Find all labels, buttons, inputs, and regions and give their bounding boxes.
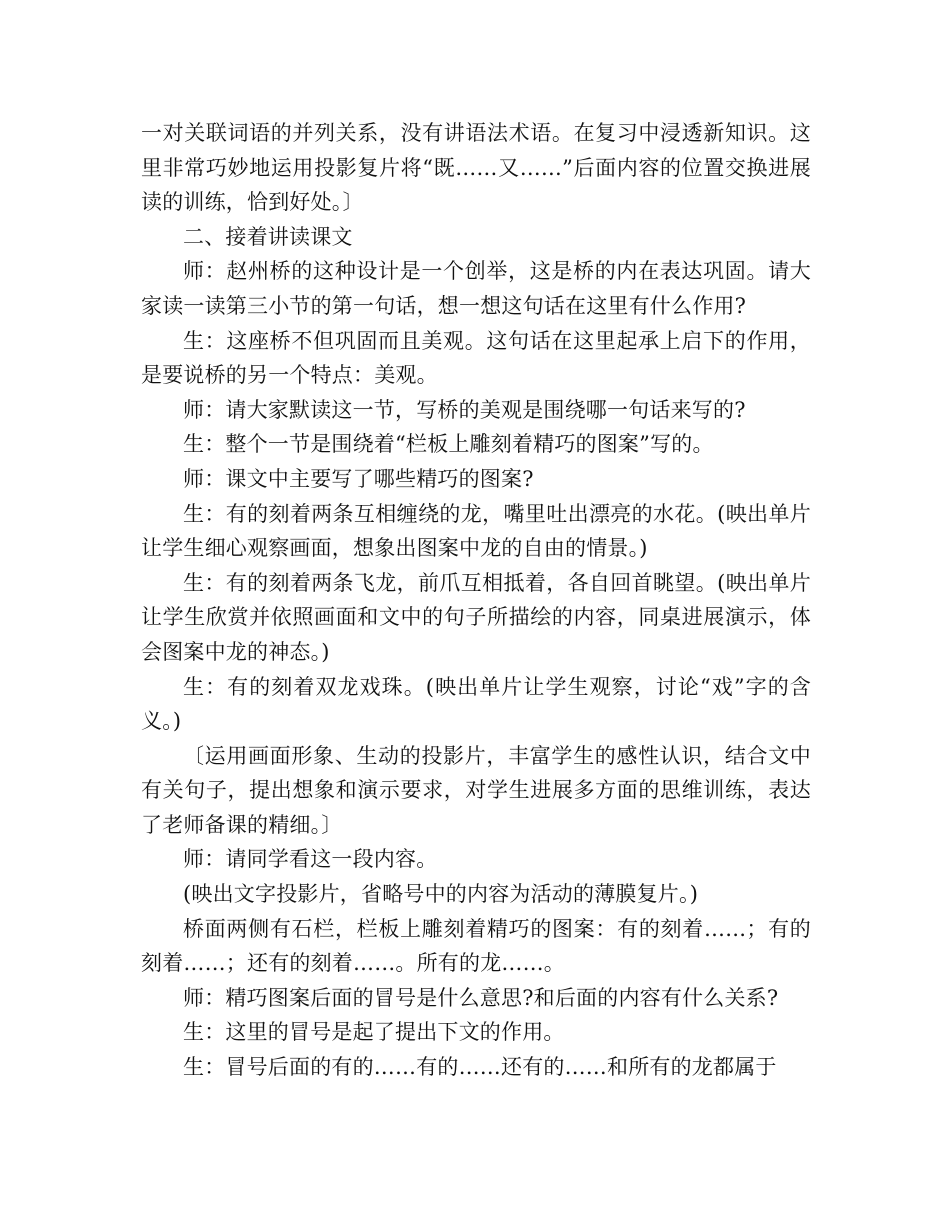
- paragraph: 师：请大家默读这一节，写桥的美观是围绕哪一句话来写的?: [183, 397, 746, 422]
- paragraph: 生：整个一节是围绕着“栏板上雕刻着精巧的图案”写的。: [183, 432, 714, 457]
- section-heading: 二、接着讲读课文: [183, 224, 353, 249]
- paragraph: 师：赵州桥的这种设计是一个创举，这是桥的内在表达巩固。请大家读一读第三小节的第一句话，想一想这句话在这里有什么作用?: [141, 259, 811, 318]
- paragraph: 一对关联词语的并列关系，没有讲语法术语。在复习中浸透新知识。这里非常巧妙地运用投影复片将“既……又……”后面内容的位置交换进展读的训练，恰到好处。〕: [141, 121, 811, 215]
- document-body: [141, 116, 811, 1085]
- paragraph: 师：精巧图案后面的冒号是什么意思?和后面的内容有什么关系?: [183, 985, 779, 1010]
- paragraph: 生：有的刻着两条互相缠绕的龙，嘴里吐出漂亮的水花。(映出单片让学生细心观察画面，想象出图案中龙的自由的情景。): [141, 501, 811, 561]
- paragraph: 师：请同学看这一段内容。: [183, 847, 438, 872]
- paragraph: 生：有的刻着双龙戏珠。(映出单片让学生观察，讨论“戏”字的含义。): [141, 674, 811, 734]
- quoted-text-paragraph: 桥面两侧有石栏，栏板上雕刻着精巧的图案：有的刻着……；有的刻着……；还有的刻着……。所有的龙……。: [141, 916, 811, 976]
- paragraph: (映出文字投影片，省略号中的内容为活动的薄膜复片。): [183, 882, 699, 907]
- paragraph: 师：课文中主要写了哪些精巧的图案?: [183, 466, 534, 491]
- paragraph: 生：这里的冒号是起了提出下文的作用。: [183, 1020, 565, 1045]
- commentary-paragraph: 〔运用画面形象、生动的投影片，丰富学生的感性认识，结合文中有关句子，提出想象和演示要求，对学生进展多方面的思维训练，表达了老师备课的精细。〕: [141, 743, 811, 837]
- paragraph: 生：有的刻着两条飞龙，前爪互相抵着，各自回首眺望。(映出单片让学生欣赏并依照画面和文中的句子所描绘的内容，同桌进展演示，体会图案中龙的神态。): [141, 570, 811, 664]
- paragraph: 生：这座桥不但巩固而且美观。这句话在这里起承上启下的作用，是要说桥的另一个特点：美观。: [141, 328, 811, 388]
- paragraph: 生：冒号后面的有的……有的……还有的……和所有的龙都属于: [183, 1055, 777, 1080]
